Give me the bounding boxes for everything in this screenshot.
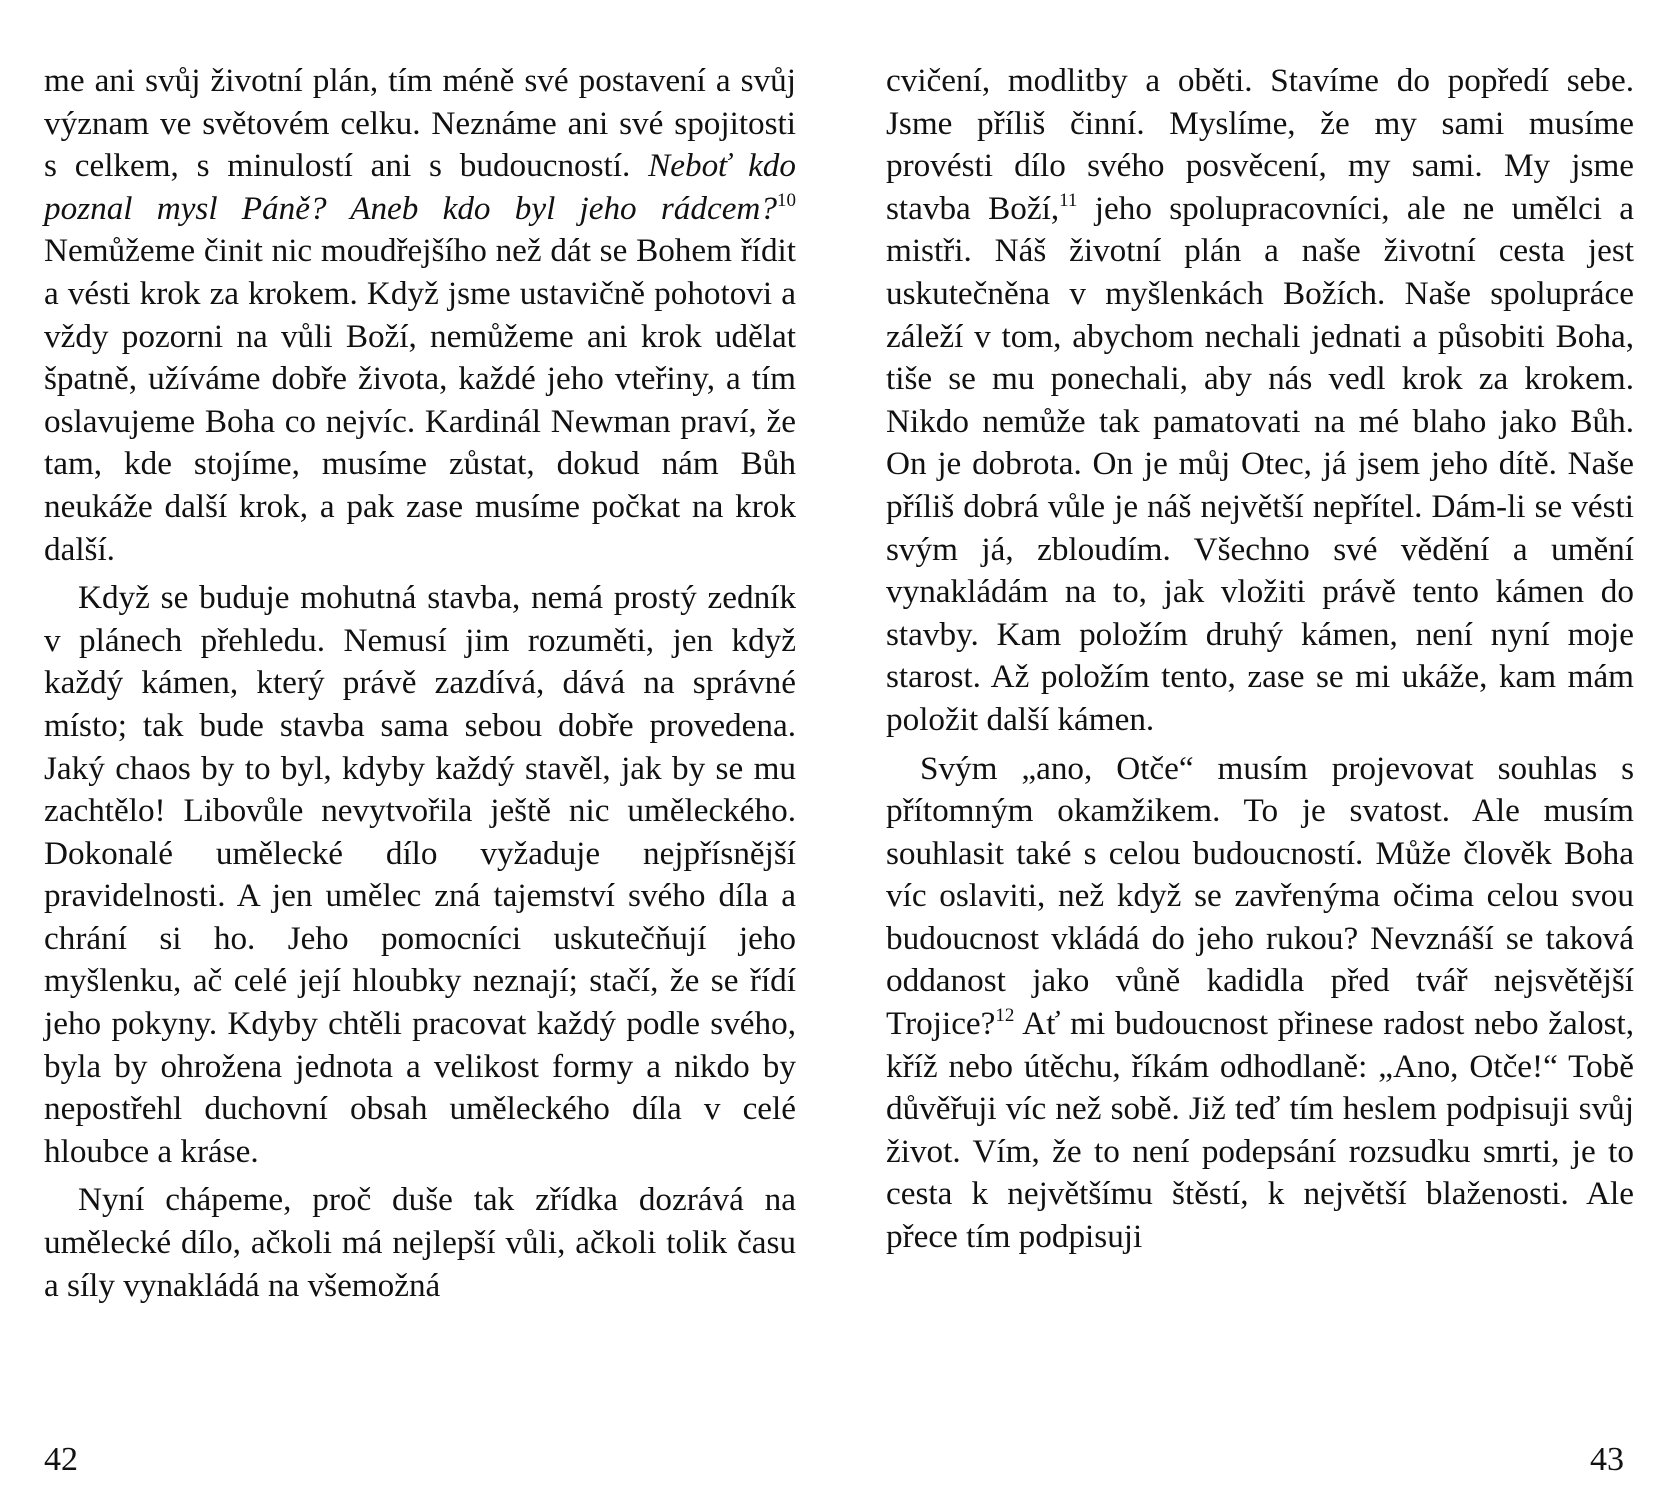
right-p2-text-2: Ať mi budoucnost přinese radost nebo žalost, kříž nebo útěchu, říkám odhodlaně: „Ano, Otče!“ Tobě důvěřuji víc než sobě. Již teď tím heslem podpisuji svůj život. Vím, že to není podepsání rozsudku smrti, je to cesta k největšímu štěstí, k největší blaženosti. Ale přece tím podpisuji [886, 1005, 1634, 1256]
left-page [44, 60, 796, 1480]
left-p1-text-2: Nemůžeme činit nic moudřejšího než dát se Bohem řídit a vésti krok za krokem. Když jsme ustavičně pohotovi a vždy pozorni na vůli Boží, nemůžeme ani krok udělat špatně, užíváme dobře života, každé jeho vteřiny, a tím oslavujeme Boha co nejvíc. Kardinál Newman praví, že tam, kde stojíme, musíme zůstat, dokud nám Bůh neukáže další krok, a pak zase musíme počkat na krok další. [44, 232, 796, 568]
footnote-ref-10: 10 [777, 189, 796, 211]
right-p2-text-1: Svým „ano, Otče“ musím projevovat souhlas s přítomným okamžikem. To je svatost. Ale musím souhlasit také s celou budoucností. Může člověk Boha víc oslaviti, než když se zavřenýma očima celou svou budoucnost vkládá do jeho rukou? Nevznáší se taková oddanost jako vůně kadidla před tvář nejsvětější Trojice? [886, 749, 1634, 1043]
right-paragraph-2 [886, 748, 1634, 1259]
right-p1-text-2: jeho spolupracovníci, ale ne umělci a mistři. Náš životní plán a naše životní cesta jest uskutečněna v myšlenkách Božích. Naše spolupráce záleží v tom, abychom nechali jednati a působiti Boha, tiše se mu ponechali, aby nás vedl krok za krokem. Nikdo nemůže tak pamatovati na mé blaho jako Bůh. On je dobrota. On je můj Otec, já jsem jeho dítě. Naše příliš dobrá vůle je náš největší nepřítel. Dám-li se vésti svým já, zbloudím. Všechno své vědění a umění vynakládám na to, jak vložiti právě tento kámen do stavby. Kam položím druhý kámen, není nyní moje starost. Až položím tento, zase se mi ukáže, kam mám položit další kámen. [886, 189, 1634, 738]
footnote-ref-11: 11 [1059, 189, 1078, 211]
footnote-ref-12: 12 [995, 1005, 1015, 1027]
left-p1-text-1: me ani svůj životní plán, tím méně své postavení a svůj význam ve světovém celku. Neznáme ani své spojitosti s celkem, s minulostí ani s budoucností. [44, 62, 796, 185]
left-paragraph-2: Když se buduje mohutná stavba, nemá prostý zedník v plánech přehledu. Nemusí jim rozuměti, jen když každý kámen, který právě zazdívá, dává na správné místo; tak bude stavba sama sebou dobře provedena. Jaký chaos by to byl, kdyby každý stavěl, jak by se mu zachtělo! Libovůle nevytvořila ještě nic uměleckého. Dokonalé umělecké dílo vyžaduje nejpřísnější pravidelnosti. A jen umělec zná tajemství svého díla a chrání si ho. Jeho pomocníci uskutečňují jeho myšlenku, ač celé její hloubky neznají; stačí, že se řídí jeho pokyny. Kdyby chtěli pracovat každý podle svého, byla by ohrožena jednota a velikost formy a nikdo by nepostřehl duchovní obsah uměleckého díla v celé hloubce a kráse. [44, 579, 796, 1170]
right-paragraph-1 [886, 60, 1634, 742]
right-p1-text-1: cvičení, modlitby a oběti. Stavíme do popředí sebe. Jsme příliš činní. Myslíme, že my sami musíme provésti dílo svého posvěcení, my sami. My jsme stavba Boží, [886, 62, 1634, 227]
left-paragraph-1 [44, 60, 796, 571]
left-page-number: 42 [44, 1441, 78, 1478]
left-paragraph-3: Nyní chápeme, proč duše tak zřídka dozrává na umělecké dílo, ačkoli má nejlepší vůli, ačkoli tolik času a síly vynakládá na všemožná [44, 1181, 796, 1304]
left-p1-italic-quote: Neboť kdo poznal mysl Páně? Aneb kdo byl jeho rádcem? [44, 147, 796, 227]
right-page [886, 60, 1634, 1480]
right-page-number: 43 [1590, 1441, 1624, 1478]
